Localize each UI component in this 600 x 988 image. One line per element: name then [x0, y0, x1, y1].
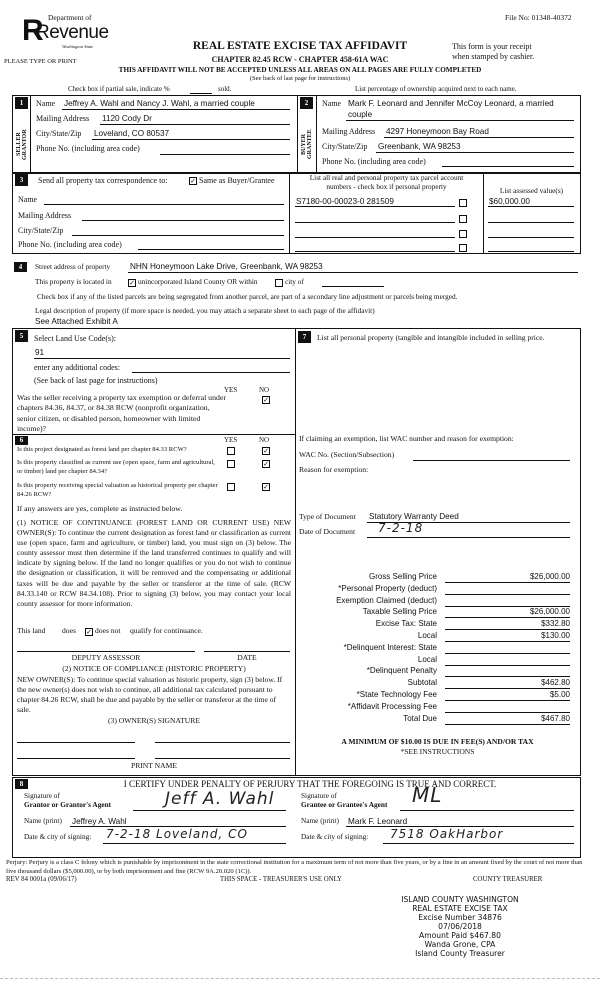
assessed-value-line [488, 237, 574, 238]
does-label: does [62, 626, 76, 635]
partial-sale-label: Check box if partial sale, indicate % [68, 85, 170, 93]
grantee-name-field[interactable]: Mark F. Leonard [348, 817, 408, 826]
underline [383, 843, 574, 844]
fee-label: *State Technology Fee [356, 690, 437, 699]
assessed-header: List assessed value(s) [499, 186, 564, 195]
city-of-label: city of [285, 277, 304, 286]
buyer-name-field[interactable]: Mark F. Leonard and Jennifer McCoy Leonard, a married [348, 99, 554, 108]
corr-phone-label: Phone No. (including area code) [18, 240, 122, 249]
section-1-badge: 1 [15, 97, 28, 109]
print-name-label: PRINT NAME [130, 761, 178, 770]
grantor-sig-label-1: Signature of [24, 791, 60, 800]
this-land-label: This land [17, 626, 46, 635]
fee-row [300, 666, 580, 678]
compliance-notice: NEW OWNER(S): To continue special valuation as historic property, sign (3) below. If the new owner(s) does not wish to continue, all additional tax calculated pursuant to chapter 84.26 RCW, shall be due and payable by the seller or transferor at the time of sale. [17, 675, 283, 714]
grantor-sig-label-2: Grantor or Grantor's Agent [24, 800, 112, 809]
sold-label: sold. [218, 85, 232, 93]
designation-no-checkbox[interactable] [262, 447, 270, 455]
please-type-note: PLEASE TYPE OR PRINT [4, 58, 77, 65]
fee-row [300, 643, 580, 655]
unincorporated-label: unincorporated Island County OR within [138, 277, 258, 286]
fee-row [300, 607, 580, 619]
seller-phone-field[interactable] [160, 154, 290, 155]
logo-word: Revenue [36, 22, 109, 43]
corr-name-field[interactable] [44, 204, 284, 205]
fee-row [300, 631, 580, 643]
corr-mail-label: Mailing Address [18, 211, 72, 220]
receipt-note-1: This form is your receipt [452, 42, 532, 51]
land-use-code-field[interactable]: 91 [35, 348, 45, 357]
exemption-intro: If claiming an exemption, list WAC number and reason for exemption: [299, 434, 514, 443]
doc-type-label: Type of Document [299, 512, 356, 521]
parcels-header-2: numbers - check box if personal property [326, 182, 447, 191]
partial-sale-percent-field[interactable] [190, 93, 212, 94]
fee-row [300, 619, 580, 631]
see-instructions-note: *SEE INSTRUCTIONS [400, 747, 475, 756]
section-6-badge: 6 [15, 436, 28, 445]
owner-signature-field-2[interactable] [155, 742, 290, 743]
personal-property-label: List all personal property (tangible and intangible included in selling price. [317, 333, 545, 342]
underline [346, 120, 574, 121]
fee-value-field[interactable]: $5.00 [445, 690, 570, 701]
grantee-sig-label-1: Signature of [301, 791, 337, 800]
stamp-line: 07/06/2018 [438, 922, 482, 931]
if-any-yes-note: If any answers are yes, complete as instructed below. [17, 504, 183, 513]
seller-city-field[interactable]: Loveland, CO 80537 [94, 129, 170, 138]
section-5-badge: 5 [15, 330, 28, 342]
fee-label: Taxable Selling Price [362, 607, 437, 617]
fee-label: *Affidavit Processing Fee [347, 701, 437, 711]
fee-label: Local [417, 654, 437, 664]
perjury-notice: Perjury: Perjury is a class C felony which is punishable by imprisonment in the state correctional institution for a maximum term of not more than five years, or by a fine in an amount fixed by the court of not more than five thousand dollars ($5,000.00), or by both imprisonment and fine (RCW 9A.20.020 (1C)). [6, 859, 583, 875]
underline [384, 137, 574, 138]
fee-value-field[interactable]: $462.80 [445, 678, 570, 689]
street-address-label: Street address of property [35, 262, 111, 271]
fee-value-field[interactable]: $332.80 [445, 619, 570, 630]
fee-value-field[interactable] [445, 584, 570, 595]
fee-label: *Delinquent Interest: State [343, 642, 437, 652]
section-3-badge: 3 [15, 174, 28, 186]
does-not-label: does not [95, 626, 121, 635]
grantee-date-city-label: Date & city of signing: [301, 832, 369, 841]
exemption-question: Was the seller receiving a property tax exemption or deferral under chapters 84.36, 84.37, or 84.38 RCW (nonprofit organization, senior citizen, or disabled person, homeowner with limited income)? [17, 393, 226, 433]
qualify-label: qualify for continuance. [130, 626, 203, 635]
print-name-field[interactable] [17, 758, 135, 759]
fee-value-field[interactable]: $130.00 [445, 631, 570, 642]
underline [62, 109, 290, 110]
underline [34, 358, 290, 359]
fee-label: Exemption Claimed (deduct) [336, 595, 437, 605]
doc-date-label: Date of Document [299, 527, 356, 536]
city-of-field[interactable] [322, 286, 384, 287]
continuance-notice: (1) NOTICE OF CONTINUANCE (FOREST LAND OR CURRENT USE) NEW OWNER(S): To continue the current designation as forest land or classification as current use (open space, farm and agriculture, or timber) land, you must sign on (3) below. The county assessor must then determine if the land transferred continues to qualify and will indicate by signing below. If the land no longer qualifies or you do not wish to continue the designation or classification, it will be removed and the compensating or additional taxes will be due and payable by the seller or transferor at the time of sale. (RCW 84.33.140 or RCW 84.34.108). Prior to signing (3) below, you may contact your local county assessor for more information. [17, 518, 291, 608]
deputy-assessor-label: DEPUTY ASSESSOR [71, 653, 141, 662]
fee-value-field[interactable] [445, 643, 570, 654]
additional-codes-label: enter any additional codes: [34, 363, 120, 372]
seller-mail-field[interactable]: 1120 Cody Dr [102, 114, 152, 123]
fee-row [300, 702, 580, 714]
treasurer-space-label: THIS SPACE - TREASURER'S USE ONLY [220, 876, 342, 883]
seller-phone-label: Phone No. (including area code) [36, 144, 140, 153]
same-as-buyer-checkbox[interactable] [189, 177, 197, 185]
divider [483, 172, 484, 253]
fee-row [300, 572, 580, 584]
fee-row [300, 714, 580, 726]
seller-name-label: Name [36, 99, 56, 108]
designation-no-checkbox[interactable] [262, 460, 270, 468]
divider [12, 434, 295, 435]
deputy-assessor-signature-field[interactable] [17, 651, 195, 652]
segregated-label: Check box if any of the listed parcels are being segregated from another parcel, are part of a secondary line adjustment or parcels being merged. [37, 292, 458, 301]
fee-value-field[interactable]: $26,000.00 [445, 572, 570, 583]
fee-row [300, 584, 580, 596]
stamp-line: Excise Number 34876 [418, 913, 502, 922]
yes-header: YES [224, 386, 238, 394]
fee-label: Gross Selling Price [368, 572, 437, 581]
designation-question: Is this property receiving special valuation as historical property per chapter 84.26 RCW? [17, 482, 218, 498]
send-correspondence-label: Send all property tax correspondence to: [38, 176, 168, 185]
fee-value-field[interactable] [445, 655, 570, 666]
parcel-number-line [295, 237, 455, 238]
owner-signature-field[interactable] [17, 742, 135, 743]
file-number: File No: 01348-40372 [505, 13, 572, 22]
fee-label: Subtotal [407, 678, 437, 688]
divider [30, 95, 31, 173]
fee-value-field[interactable]: $26,000.00 [445, 607, 570, 618]
divider [316, 95, 317, 173]
underline [376, 152, 574, 153]
personal-property-checkbox[interactable] [459, 215, 467, 223]
personal-property-checkbox[interactable] [459, 244, 467, 252]
treasurer-stamp [360, 895, 560, 958]
parcel-number-line [295, 251, 455, 252]
personal-property-checkbox[interactable] [459, 199, 467, 207]
land-use-label: Select Land Use Code(s): [34, 334, 116, 343]
scan-edge [0, 978, 600, 979]
fee-label: Excise Tax: State [375, 619, 437, 629]
fee-value-field[interactable]: $467.80 [445, 714, 570, 725]
compliance-notice-title: (2) NOTICE OF COMPLIANCE (HISTORIC PROPERTY) [62, 664, 246, 673]
parcel-number-field[interactable]: S7180-00-00023-0 281509 [296, 197, 394, 206]
legal-description-field[interactable]: See Attached Exhibit A [35, 317, 118, 326]
does-checkbox[interactable] [54, 628, 60, 634]
corr-name-label: Name [18, 195, 38, 204]
grantee-signature[interactable]: ML [412, 783, 443, 807]
form-subtitle: CHAPTER 82.45 RCW - CHAPTER 458-61A WAC [211, 55, 389, 64]
seller-city-label: City/State/Zip [36, 129, 82, 138]
same-as-buyer-label: Same as Buyer/Grantee [199, 176, 275, 185]
fee-label: Total Due [403, 713, 437, 723]
seller-name-field[interactable]: Jeffrey A. Wahl and Nancy J. Wahl, a married couple [64, 99, 255, 108]
underline [92, 139, 290, 140]
city-checkbox[interactable] [275, 279, 283, 287]
land-use-instructions: (See back of last page for instructions) [34, 376, 158, 385]
instructions-note: (See back of last page for instructions) [249, 75, 351, 82]
grantee-name-print-label: Name (print) [301, 816, 339, 825]
ownership-note: List percentage of ownership acquired next to each name. [355, 85, 517, 93]
street-address-field[interactable]: NHN Honeymoon Lake Drive, Greenbank, WA 98253 [130, 262, 323, 271]
buyer-city-field[interactable]: Greenbank, WA 98253 [378, 142, 461, 151]
stamp-line: Wanda Grone, CPA [424, 940, 496, 949]
doc-type-field[interactable]: Statutory Warranty Deed [369, 512, 459, 521]
additional-codes-field[interactable] [132, 372, 290, 373]
logo-state: Washington State [62, 44, 94, 49]
completion-notice: THIS AFFIDAVIT WILL NOT BE ACCEPTED UNLESS ALL AREAS ON ALL PAGES ARE FULLY COMPLETED [118, 66, 482, 74]
seller-grantor-label: SELLER GRANTOR [16, 129, 28, 160]
segregated-checkbox[interactable] [28, 294, 34, 300]
no-header: NO [259, 436, 270, 444]
doc-date-field[interactable]: 7-2-18 [378, 521, 424, 535]
buyer-grantee-label: BUYER GRANTEE [301, 129, 313, 160]
fee-label: *Personal Property (deduct) [338, 583, 437, 593]
designation-yes-checkbox[interactable] [227, 460, 235, 468]
does-not-checkbox[interactable] [85, 628, 93, 636]
designation-yes-checkbox[interactable] [227, 483, 235, 491]
exemption-no-checkbox[interactable] [262, 396, 270, 404]
logo-dept-of: Department of [48, 13, 92, 22]
located-label: This property is located in [35, 277, 112, 286]
underline [103, 843, 286, 844]
owner-signature-label: (3) OWNER(S) SIGNATURE [108, 716, 200, 725]
fee-value-field[interactable] [445, 666, 570, 677]
fee-row [300, 690, 580, 702]
personal-property-checkbox[interactable] [459, 230, 467, 238]
assessed-value-line [488, 251, 574, 252]
assessed-value-line [488, 222, 574, 223]
stamp-line: Island County Treasurer [415, 949, 505, 958]
section-4-badge: 4 [14, 262, 27, 272]
certify-statement: I CERTIFY UNDER PENALTY OF PERJURY THAT THE FOREGOING IS TRUE AND CORRECT. [123, 779, 497, 789]
minimum-due-note: A MINIMUM OF $10.00 IS DUE IN FEE(S) AND/OR TAX [341, 737, 534, 746]
assessor-date-field[interactable] [204, 651, 290, 652]
assessed-value-field[interactable]: $60,000.00 [489, 197, 530, 206]
designation-yes-checkbox[interactable] [227, 447, 235, 455]
seller-mail-label: Mailing Address [36, 114, 90, 123]
grantee-date-city-field[interactable]: 7518 OakHarbor [390, 827, 504, 841]
reason-label: Reason for exemption: [299, 465, 369, 474]
divider [297, 95, 298, 173]
buyer-mail-label: Mailing Address [322, 127, 376, 136]
grantor-date-city-label: Date & city of signing: [24, 832, 92, 841]
grantor-signature[interactable]: Jeff A. Wahl [165, 789, 275, 809]
yes-header: YES [224, 436, 238, 444]
underline [100, 124, 290, 125]
wac-label: WAC No. (Section/Subsection) [299, 450, 395, 459]
print-name-field-2[interactable] [155, 758, 290, 759]
fee-value-field[interactable] [445, 596, 570, 607]
county-treasurer-label: COUNTY TREASURER [473, 876, 543, 883]
buyer-phone-label: Phone No. (including area code) [322, 157, 426, 166]
grantor-name-print-label: Name (print) [24, 816, 62, 825]
buyer-name-field-line2[interactable]: couple [348, 110, 373, 119]
underline [133, 810, 286, 811]
buyer-name-label: Name [322, 99, 342, 108]
section-2-badge: 2 [300, 97, 313, 109]
designation-question: Is this project designated as forest land per chapter 84.33 RCW? [17, 446, 187, 453]
fee-row [300, 655, 580, 667]
wac-field[interactable] [413, 460, 570, 461]
form-title: REAL ESTATE EXCISE TAX AFFIDAVIT [192, 40, 408, 52]
underline [400, 810, 574, 811]
section-7-badge: 7 [298, 331, 311, 343]
form-revision: REV 84 0001a (09/06/17) [6, 876, 77, 883]
buyer-city-label: City/State/Zip [322, 142, 368, 151]
no-header: NO [259, 386, 270, 394]
underline [128, 272, 578, 273]
fee-row [300, 678, 580, 690]
designation-no-checkbox[interactable] [262, 483, 270, 491]
stamp-line: Amount Paid $467.80 [419, 931, 501, 940]
buyer-mail-field[interactable]: 4297 Honeymoon Bay Road [386, 127, 489, 136]
grantor-name-field[interactable]: Jeffrey A. Wahl [72, 817, 127, 826]
fee-value-field[interactable] [445, 702, 570, 713]
legal-description-label: Legal description of property (if more space is needed, you may attach a separate sheet to each page of the affidavit) [35, 306, 375, 315]
unincorporated-checkbox[interactable] [128, 279, 136, 287]
buyer-phone-field[interactable] [442, 166, 574, 167]
grantor-date-city-field[interactable]: 7-2-18 Loveland, CO [106, 827, 248, 841]
stamp-line: REAL ESTATE EXCISE TAX [412, 904, 508, 913]
logo-r-mark: R [22, 14, 44, 47]
corr-city-label: City/State/Zip [18, 226, 64, 235]
fee-label: *Delinquent Penalty [366, 666, 437, 676]
stamp-line: ISLAND COUNTY WASHINGTON [401, 895, 519, 904]
section-8-badge: 8 [15, 779, 28, 789]
corr-city-field[interactable] [72, 235, 284, 236]
underline [367, 537, 570, 538]
date-label: DATE [237, 653, 257, 662]
designation-question: Is this property classified as current use (open space, farm and agricultural, or timber) land per chapter 84.34? [17, 459, 215, 475]
corr-phone-field[interactable] [138, 249, 284, 250]
grantee-sig-label-2: Grantee or Grantee's Agent [301, 800, 388, 809]
receipt-note-2: when stamped by cashier. [452, 52, 535, 61]
parcel-number-line [295, 222, 455, 223]
parcels-header-1: List all real and personal property tax parcel account [309, 173, 464, 182]
corr-mail-field[interactable] [82, 220, 284, 221]
fee-label: Local [417, 631, 437, 640]
fee-row [300, 596, 580, 608]
divider [295, 328, 296, 775]
